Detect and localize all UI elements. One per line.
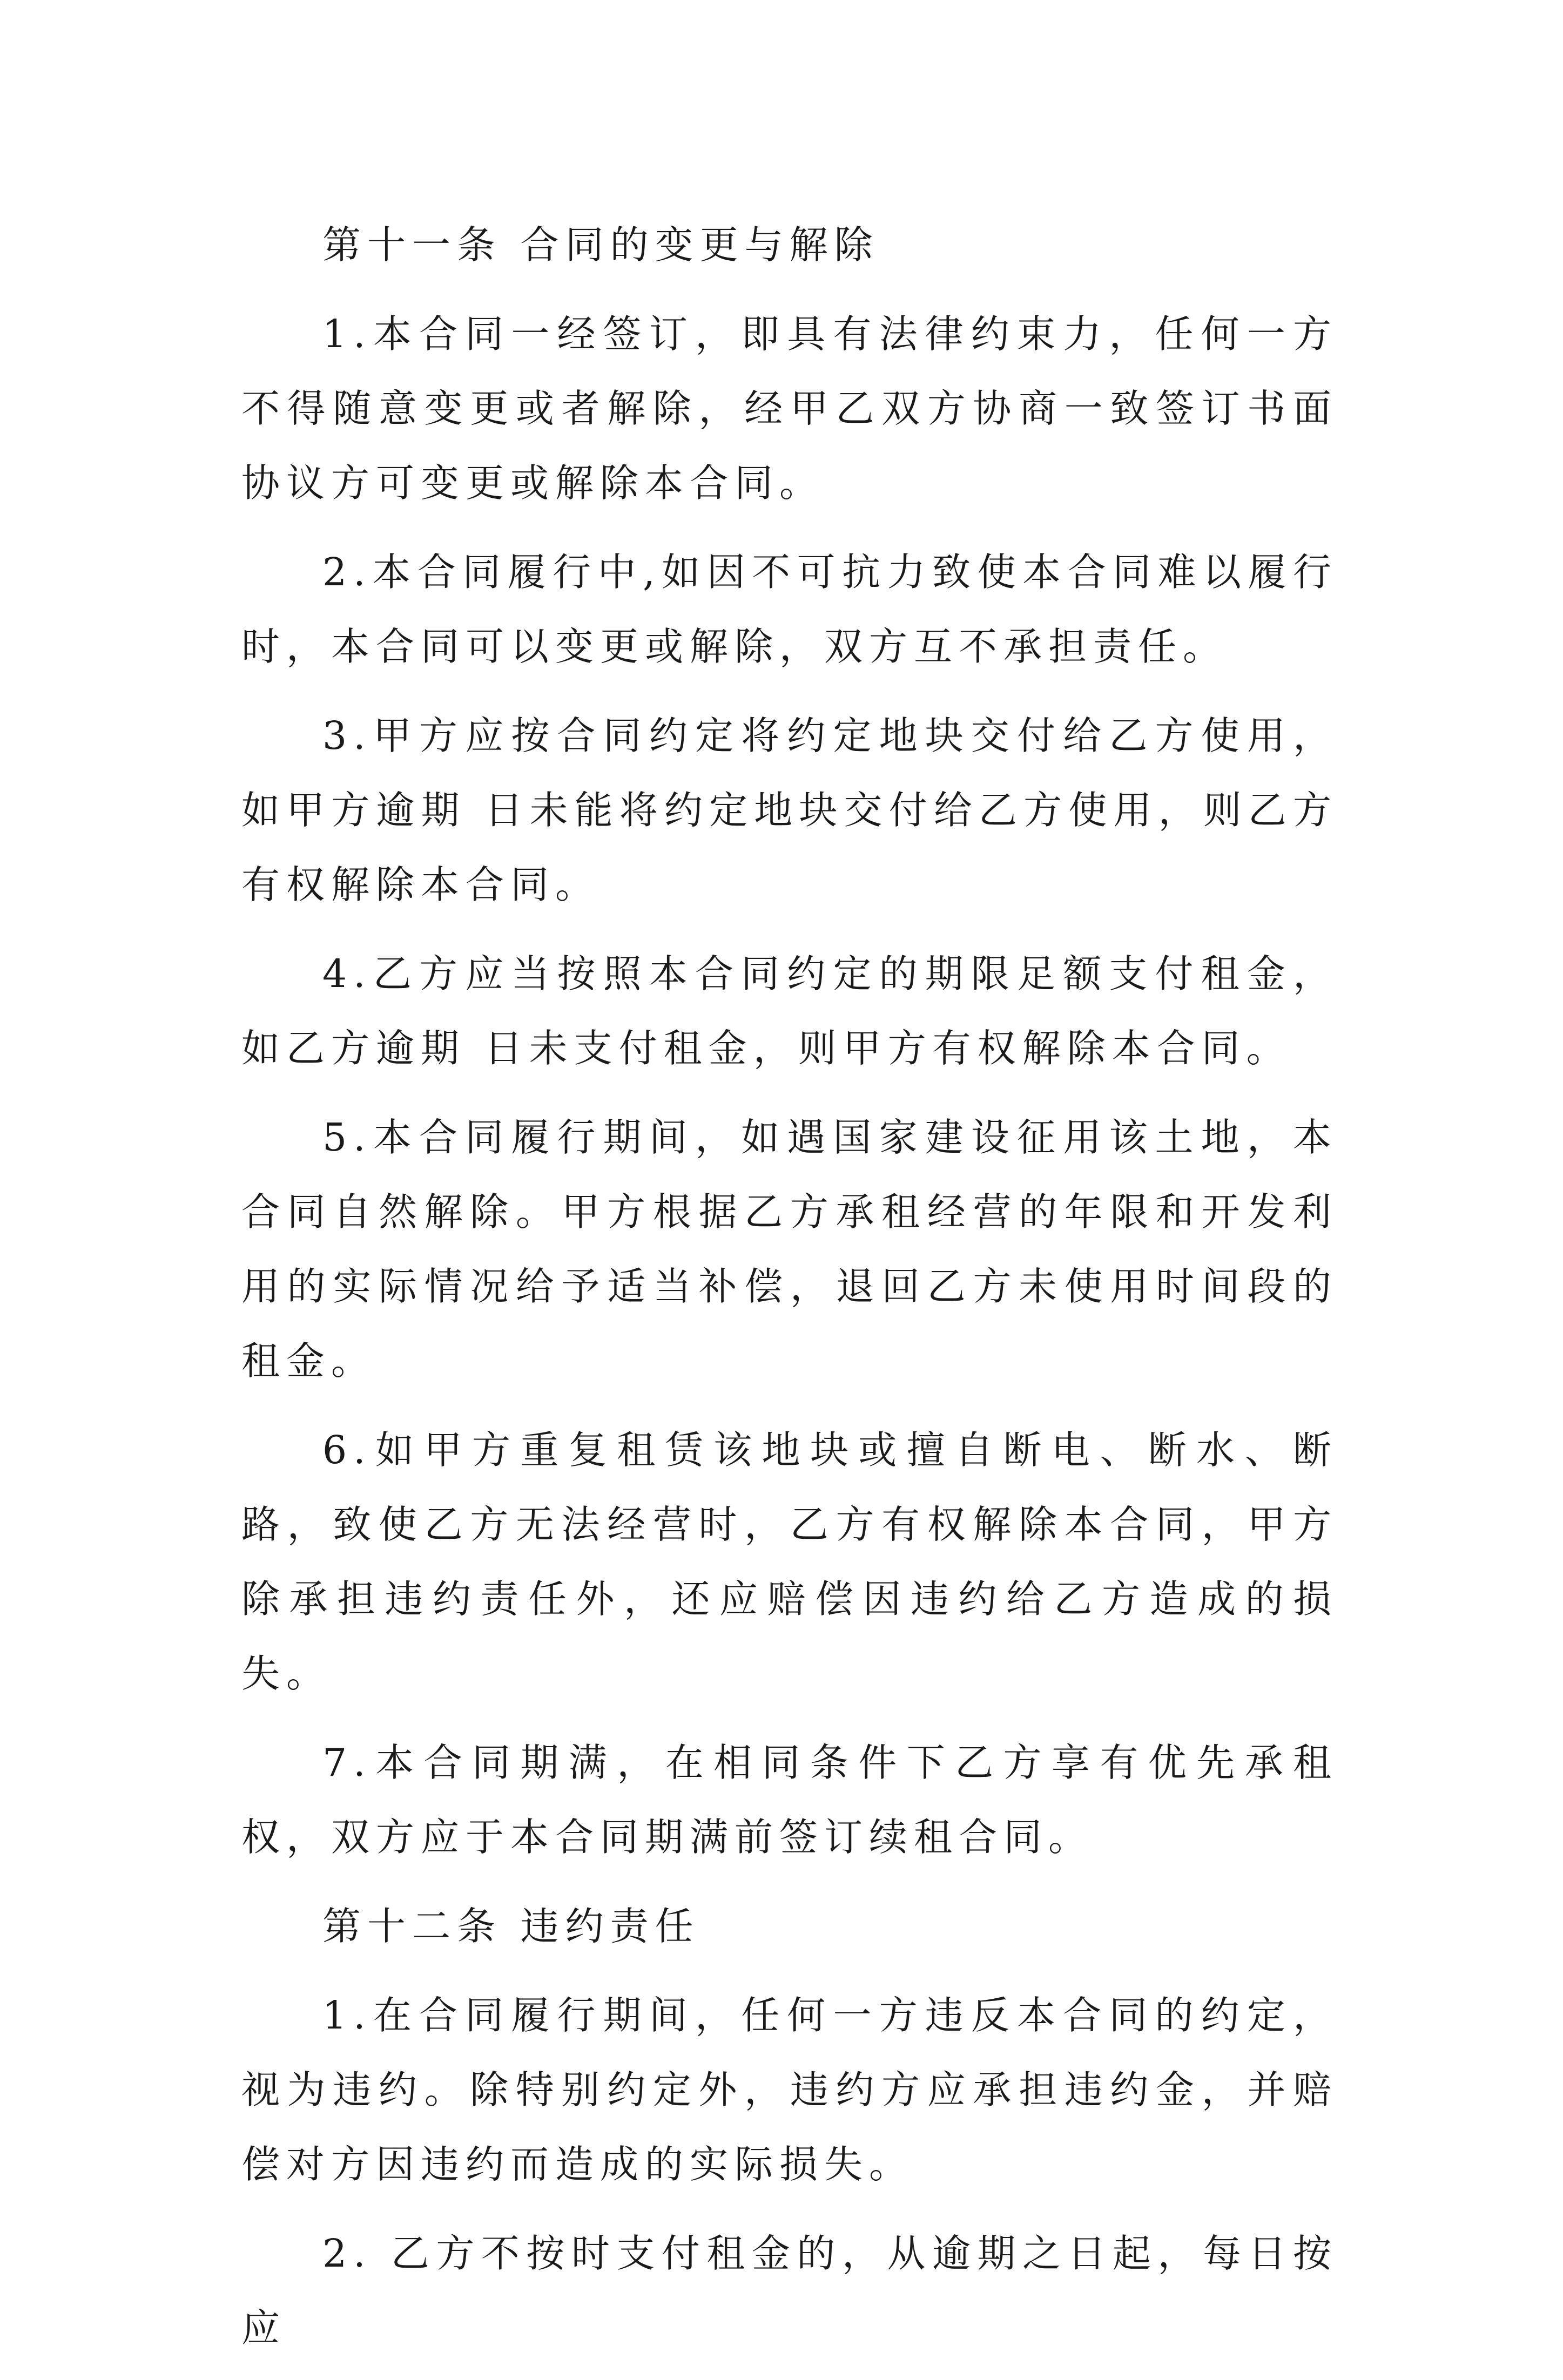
clause-12-1: 1.在合同履行期间，任何一方违反本合同的约定，视为违约。除特别约定外，违约方应承担违约金，并赔偿对方因违约而造成的实际损失。	[241, 1993, 1338, 2187]
clause-11-5: 5.本合同履行期间，如遇国家建设征用该土地，本合同自然解除。甲方根据乙方承租经营的年限和开发利用的实际情况给予适当补偿，退回乙方未使用时间段的租金。	[241, 1115, 1338, 1383]
clause-12-2: 2. 乙方不按时支付租金的，从逾期之日起，每日按应	[241, 2231, 1338, 2350]
clause-11-4: 4.乙方应当按照本合同约定的期限足额支付租金，如乙方逾期 日未支付租金，则甲方有权解除本合同。	[241, 951, 1338, 1071]
document-body	[241, 208, 1338, 2380]
clause-11-7: 7.本合同期满，在相同条件下乙方享有优先承租权，双方应于本合同期满前签订续租合同。	[241, 1740, 1338, 1860]
section-heading-12: 第十二条 违约责任	[322, 1904, 700, 1949]
clause-11-3: 3.甲方应按合同约定将约定地块交付给乙方使用，如甲方逾期 日未能将约定地块交付给乙方使用，则乙方有权解除本合同。	[241, 713, 1338, 907]
clause-11-6: 6.如甲方重复租赁该地块或擅自断电、断水、断路，致使乙方无法经营时，乙方有权解除本合同，甲方除承担违约责任外，还应赔偿因违约给乙方造成的损失。	[241, 1428, 1338, 1696]
section-heading-11: 第十一条 合同的变更与解除	[322, 222, 879, 267]
clause-11-2: 2.本合同履行中,如因不可抗力致使本合同难以履行时，本合同可以变更或解除，双方互不承担责任。	[241, 550, 1338, 669]
clause-11-1: 1.本合同一经签订，即具有法律约束力，任何一方不得随意变更或者解除，经甲乙双方协商一致签订书面协议方可变更或解除本合同。	[241, 312, 1338, 505]
